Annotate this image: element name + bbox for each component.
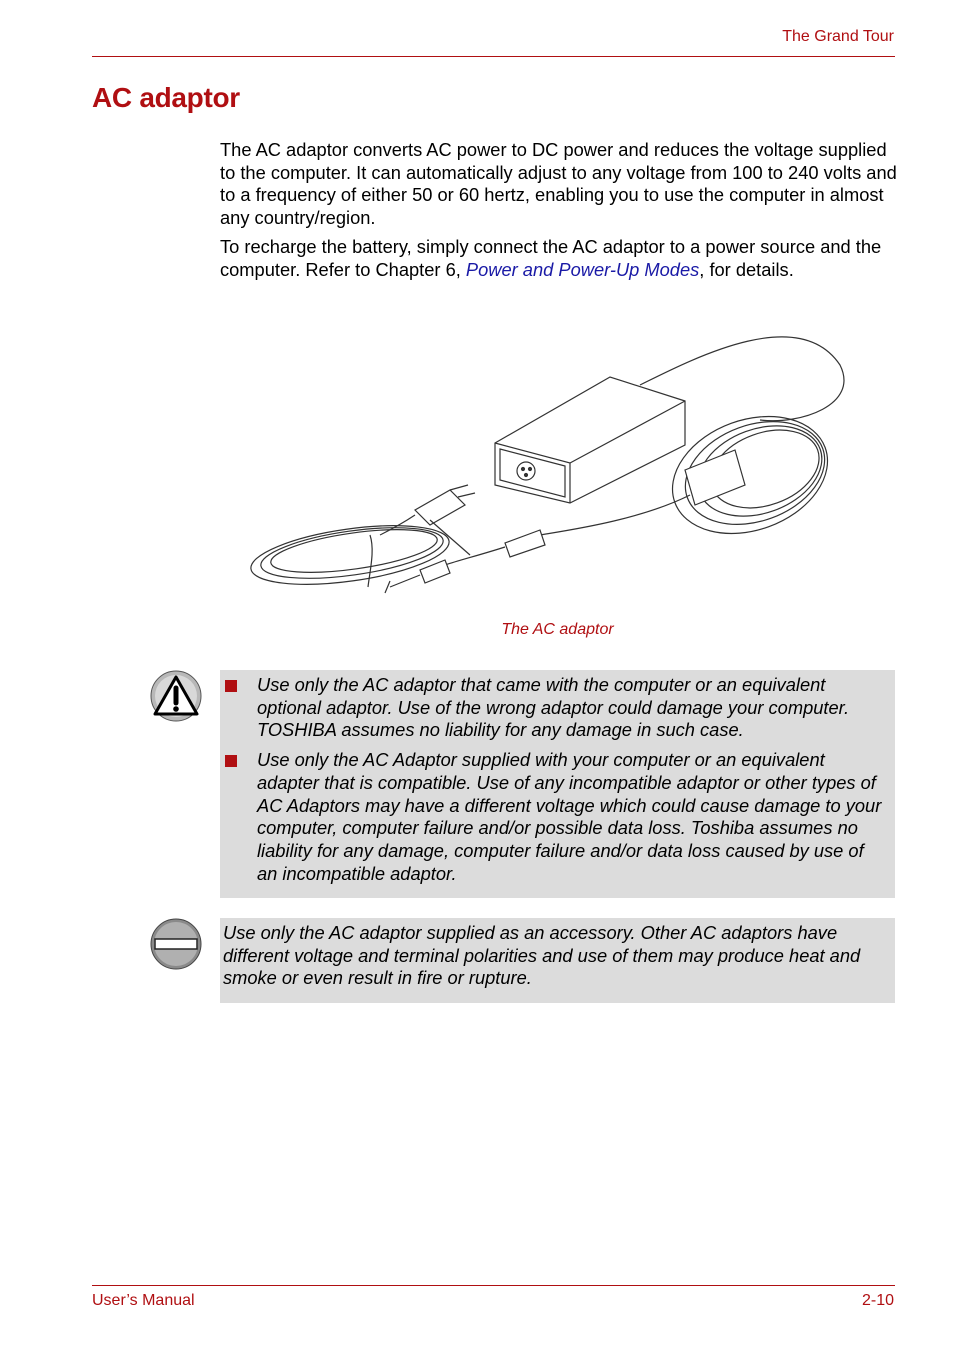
warning-text: Use only the AC adaptor supplied as an accessory. Other AC adaptors have different voltage and terminal polarities and use of them may produce heat and smoke or even result in fire or rupture. <box>223 922 861 989</box>
page-number: 2-10 <box>861 1292 894 1309</box>
header-rule <box>92 56 895 57</box>
caution-box <box>220 670 895 898</box>
ac-adaptor-illustration <box>240 325 860 605</box>
caution-item <box>223 749 889 885</box>
recharge-text: To recharge the battery, simply connect the AC adaptor to a power source and the computer. Refer to Chapter 6, <box>220 236 882 280</box>
warning-box <box>220 918 895 1003</box>
caution-triangle-icon <box>150 670 202 722</box>
bullet-square-icon <box>225 755 237 767</box>
caution-text: Use only the AC adaptor that came with the computer or an equivalent optional adaptor. Use of the wrong adaptor could damage your computer. TOSHIBA assumes no liability for any damage in such case. <box>257 674 850 741</box>
figure-caption: The AC adaptor <box>501 621 614 638</box>
warning-no-entry-icon <box>150 918 202 970</box>
section-title: AC adaptor <box>92 82 240 113</box>
power-modes-link[interactable]: Power and Power-Up Modes <box>465 258 700 280</box>
footer-manual-title: User’s Manual <box>92 1292 195 1309</box>
caution-item <box>223 674 889 742</box>
intro-paragraph: The AC adaptor converts AC power to DC power and reduces the voltage supplied to the computer. It can automatically adjust to any voltage from 100 to 240 volts and to a frequency of either 50 or 60 hertz, enabling you to use the computer in almost any country/region. <box>220 139 897 229</box>
bullet-square-icon <box>225 680 237 692</box>
caution-text: Use only the AC Adaptor supplied with your computer or an equivalent adapter that is compatible. Use of any incompatible adaptor or other types of AC Adaptors may have a different voltage which could cause damage to your computer, computer failure and/or possible data loss. Toshiba assumes no liability for any damage, computer failure and/or data loss caused by use of an incompatible adaptor. <box>257 749 882 884</box>
recharge-text-end: , for details. <box>699 258 794 280</box>
footer-rule <box>92 1285 895 1286</box>
recharge-paragraph <box>220 236 900 281</box>
running-header: The Grand Tour <box>782 28 894 45</box>
